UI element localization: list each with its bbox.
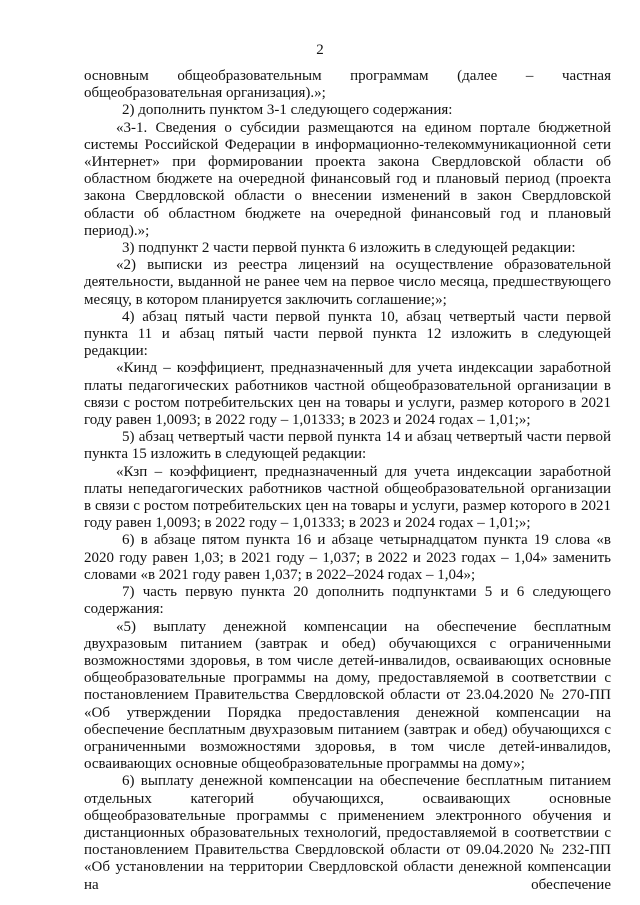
paragraph-item-6: 6) в абзаце пятом пункта 16 и абзаце четырнадцатом пункта 19 слова «в 2020 году равен 1,03; в 2021 году – 1,037; в 2022 и 2023 годах – 1,04» заменить словами «в 2021 году равен 1,037; в 2022–2024 годах – 1,04»; bbox=[84, 532, 611, 583]
paragraph-item-7: 7) часть первую пункта 20 дополнить подпунктами 5 и 6 следующего содержания: bbox=[84, 584, 611, 618]
paragraph-item-3: 3) подпункт 2 части первой пункта 6 изложить в следующей редакции: bbox=[122, 240, 576, 257]
paragraph-item-5: 5) абзац четвертый части первой пункта 14 и абзац четвертый части первой пункта 15 изложить в следующей редакции: bbox=[84, 429, 611, 463]
paragraph-quote-3-1: «3-1. Сведения о субсидии размещаются на едином портале бюджетной системы Российской Федерации в информационно-телекоммуникационной сети «Интернет» при формировании проекта закона Свердловской области об областном бюджете на очередной финансовый год и плановый период (проекта закона Свердловской области о внесении изменений в закон Свердловской области об областном бюджете на очередной финансовый год и плановый период).»; bbox=[84, 119, 611, 239]
paragraph-item-2: 2) дополнить пунктом 3-1 следующего содержания: bbox=[122, 102, 453, 119]
paragraph-quote-kind: «Кинд – коэффициент, предназначенный для учета индексации заработной платы педагогических работников частной общеобразовательной организации в связи с ростом потребительских цен на товары и услуги, размер которого в 2021 году равен 1,0093; в 2022 году – 1,01333; в 2023 и 2024 годах – 1,01;»; bbox=[84, 360, 611, 429]
paragraph-item-4: 4) абзац пятый части первой пункта 10, абзац четвертый части первой пункта 11 и абзац пятый части первой пункта 12 изложить в следующей редакции: bbox=[84, 308, 611, 360]
paragraph-quote-subitem-5: «5) выплату денежной компенсации на обеспечение бесплатным двухразовым питанием (завтрак и обед) обучающихся с ограниченными возможностями здоровья, в том числе детей-инвалидов, осваивающих основные общеобразовательные программы на дому, предоставляемой в соответствии с постановлением Правительства Свердловской области от 23.04.2020 № 270-ПП «Об утверждении Порядка предоставления денежной компенсации на обеспечение бесплатным двухразовым питанием (завтрак и обед) обучающихся с ограниченными возможностями здоровья, в том числе детей-инвалидов, осваивающих основные общеобразовательные программы на дому»; bbox=[84, 618, 611, 773]
document-body bbox=[84, 68, 611, 894]
paragraph-quote-subitem-2: «2) выписки из реестра лицензий на осуществление образовательной деятельности, выданной не ранее чем на первое число месяца, предшествующего месяцу, в котором планируется заключить соглашение;»; bbox=[84, 257, 611, 308]
page-number: 2 bbox=[316, 42, 324, 58]
paragraph-continuation: основным общеобразовательным программам (далее – частная общеобразовательная организация).»; bbox=[84, 68, 611, 102]
paragraph-quote-kzp: «Кзп – коэффициент, предназначенный для учета индексации заработной платы непедагогических работников частной общеобразовательной организации в связи с ростом потребительских цен на товары и услуги, размер которого в 2021 году равен 1,0093; в 2022 году – 1,01333; в 2023 и 2024 годах – 1,01;»; bbox=[84, 463, 611, 532]
paragraph-subitem-6: 6) выплату денежной компенсации на обеспечение бесплатным питанием отдельных категорий обучающихся, осваивающих основные общеобразовательные программы с применением электронного обучения и дистанционных образовательных технологий, предоставляемой в соответствии с постановлением Правительства Свердловской области от 09.04.2020 № 232-ПП «Об установлении на территории Свердловской области денежной компенсации на обеспечение bbox=[84, 773, 611, 893]
